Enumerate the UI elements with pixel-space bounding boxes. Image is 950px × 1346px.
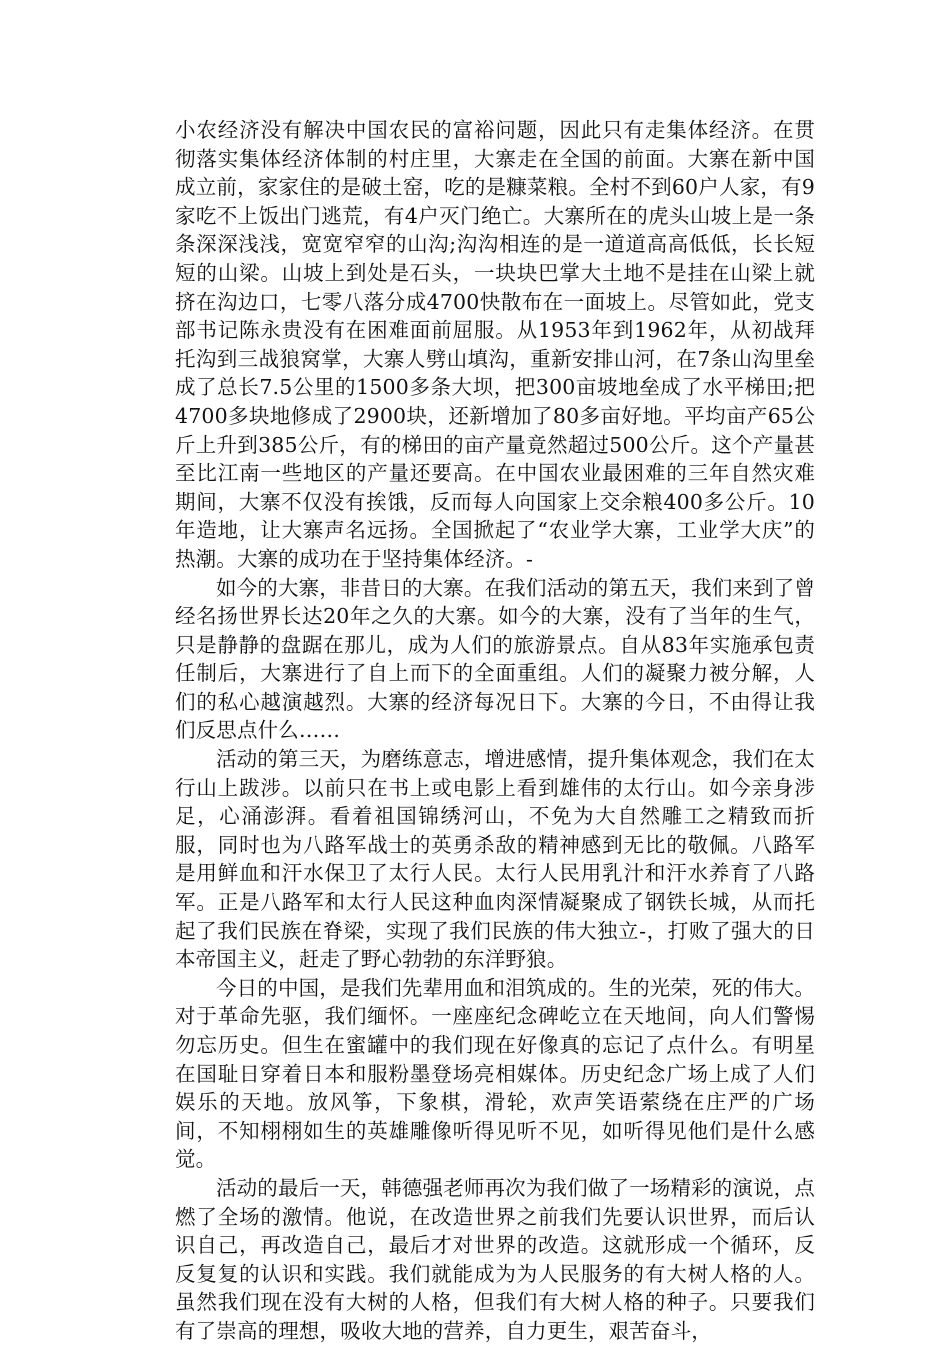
paragraph-2: 如今的大寨，非昔日的大寨。在我们活动的第五天，我们来到了曾经名扬世界长达20年之久的大寨。如今的大寨，没有了当年的生气，只是静静的盘踞在那儿，成为人们的旅游景点。自从83年实施承包责任制后，大寨进行了自上而下的全面重组。人们的凝聚力被分解，人们的私心越演越烈。大寨的经济每况日下。大寨的今日，不由得让我们反思点什么…… bbox=[175, 575, 815, 743]
paragraph-3: 活动的第三天，为磨练意志，增进感情，提升集体观念，我们在太行山上跋涉。以前只在书上或电影上看到雄伟的太行山。如今亲身涉足，心涌澎湃。看着祖国锦绣河山，不免为大自然雕工之精致而折服，同时也为八路军战士的英勇杀敌的精神感到无比的敬佩。八路军是用鲜血和汗水保卫了太行人民。太行人民用乳汁和汗水养育了八路军。正是八路军和太行人民这种血肉深情凝聚成了钢铁长城，从而托起了我们民族在脊梁，实现了我们民族的伟大独立-，打败了强大的日本帝国主义，赶走了野心勃勃的东洋野狼。 bbox=[175, 747, 815, 972]
article-body bbox=[175, 116, 815, 1346]
paragraph-1: 小农经济没有解决中国农民的富裕问题，因此只有走集体经济。在贯彻落实集体经济体制的村庄里，大寨走在全国的前面。大寨在新中国成立前，家家住的是破土窑，吃的是糠菜粮。全村不到60户人家，有9家吃不上饭出门逃荒，有4户灭门绝亡。大寨所在的虎头山坡上是一条条深深浅浅，宽宽窄窄的山沟;沟沟相连的是一道道高高低低，长长短短的山梁。山坡上到处是石头，一块块巴掌大土地不是挂在山梁上就挤在沟边口，七零八落分成4700快散布在一面坡上。尽管如此，党支部书记陈永贵没有在困难面前屈服。从1953年到1962年，从初战拜托沟到三战狼窝掌，大寨人劈山填沟，重新安排山河，在7条山沟里垒成了总长7.5公里的1500多条大坝，把300亩坡地垒成了水平梯田;把4700多块地修成了2900块，还新增加了80多亩好地。平均亩产65公斤上升到385公斤，有的梯田的亩产量竟然超过500公斤。这个产量甚至比江南一些地区的产量还要高。在中国农业最困难的三年自然灾难期间，大寨不仅没有挨饿，反而每人向国家上交余粮400多公斤。10年造地，让大寨声名远扬。全国掀起了“农业学大寨，工业学大庆”的热潮。大寨的成功在于坚持集体经济。- bbox=[175, 118, 815, 571]
paragraph-5: 活动的最后一天，韩德强老师再次为我们做了一场精彩的演说，点燃了全场的激情。他说，在改造世界之前我们先要认识世界，而后认识自己，再改造自己，最后才对世界的改造。这就形成一个循环，反反复复的认识和实践。我们就能成为为人民服务的有大树人格的人。虽然我们现在没有大树的人格，但我们有大树人格的种子。只要我们有了崇高的理想，吸收大地的营养，自力更生，艰苦奋斗， bbox=[175, 1175, 815, 1343]
paragraph-4: 今日的中国，是我们先辈用血和泪筑成的。生的光荣，死的伟大。对于革命先驱，我们缅怀。一座座纪念碑屹立在天地间，向人们警惕勿忘历史。但生在蜜罐中的我们现在好像真的忘记了点什么。有明星在国耻日穿着日本和服粉墨登场亮相媒体。历史纪念广场上成了人们娱乐的天地。放风筝，下象棋，滑轮，欢声笑语萦绕在庄严的广场间，不知栩栩如生的英雄雕像听得见听不见，如听得见他们是什么感觉。 bbox=[175, 975, 815, 1172]
